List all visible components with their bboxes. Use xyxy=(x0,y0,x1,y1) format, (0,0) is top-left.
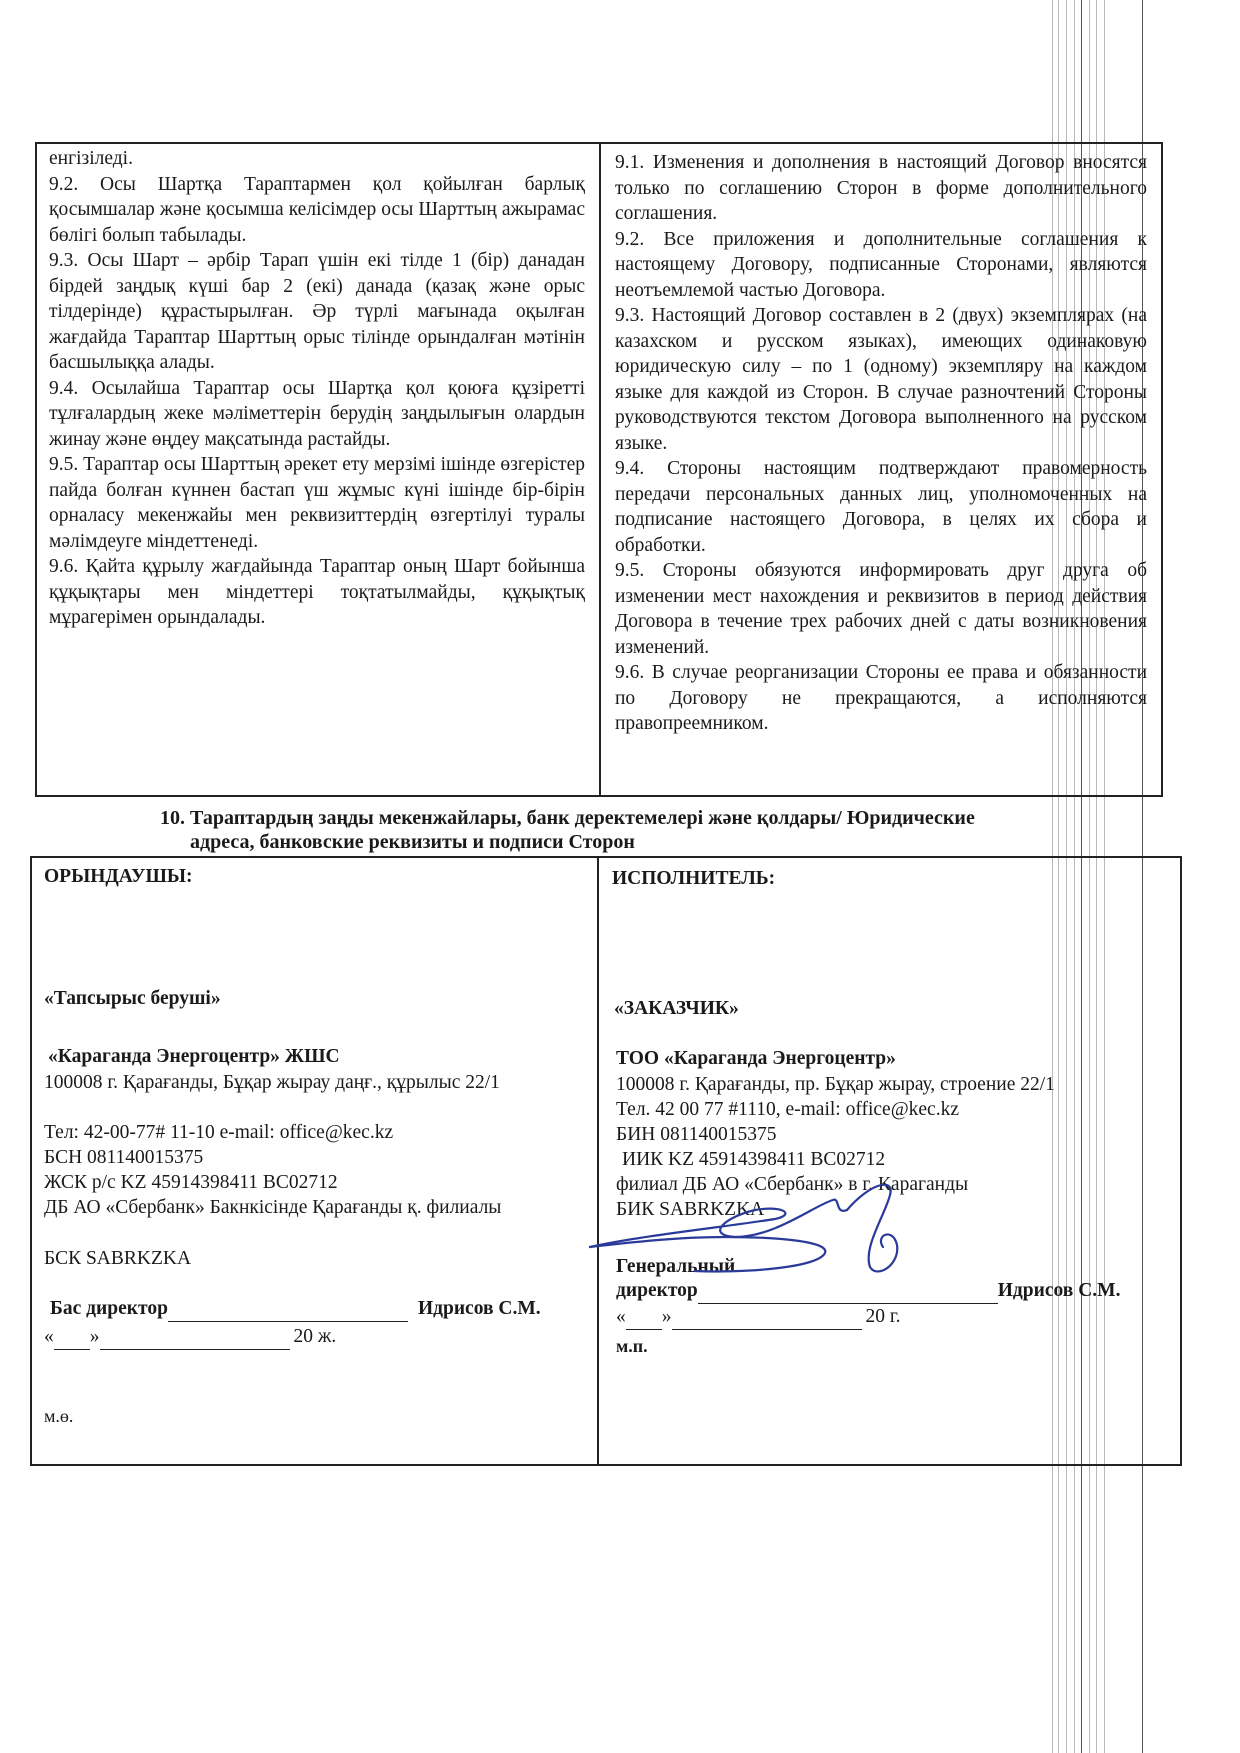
right-role: ИСПОЛНИТЕЛЬ: xyxy=(612,868,776,889)
clause-kz-9-2: 9.2. Осы Шартқа Тараптармен қол қойылған барлық қосымшалар және қосымша келісімдер осы Шарттың ажырамас бөлігі болып табылады. xyxy=(49,173,585,246)
clause-ru-9-6: 9.6. В случае реорганизации Стороны ее права и обязанности по Договору не прекращаются, а исполняются правопреемником. xyxy=(615,662,1147,734)
section-10-heading-line-2: адреса, банковские реквизиты и подписи Сторон xyxy=(190,831,635,853)
section-10-heading xyxy=(160,806,1110,854)
clause-ru-9-2: 9.2. Все приложения и дополнительные соглашения к настоящему Договору, подписанные Сторонами, являются неотъемлемой частью Договора. xyxy=(615,228,1147,301)
right-bin: БИН 081140015375 xyxy=(616,1124,777,1145)
right-date-close: » xyxy=(661,1306,672,1327)
left-sign-name: Идрисов С.М. xyxy=(417,1298,541,1319)
clause-ru-9-3: 9.3. Настоящий Договор составлен в 2 (двух) экземплярах (на казахском и русском языках), имеющих одинаковую юридическую силу – по 1 (одному) экземпляру на каждом языке для каждой из Сторон. В случае разночтений Стороны руководствуются текстом Договора выполненного на русском языке. xyxy=(615,305,1147,454)
left-sign-title: Бас директор xyxy=(50,1298,168,1319)
left-company: «Караганда Энергоцентр» ЖШС xyxy=(48,1046,340,1067)
left-stamp: м.ө. xyxy=(44,1406,74,1426)
clause-kz-9-5: 9.5. Тараптар осы Шарттың әрекет ету мерзімі ішінде өзгерістер пайда болған күннен бастап үш жұмыс күні ішінде бір-бірін орналасу мекенжайы мен реквизиттердің өзгертілуі туралы мәлімдеуге міндеттенеді. xyxy=(49,454,585,552)
left-date-open: « xyxy=(44,1326,54,1347)
section-10-heading-line-1: 10. Тараптардың заңды мекенжайлары, банк деректемелері және қолдары/ Юридические xyxy=(160,807,975,829)
section-9-table xyxy=(35,142,1163,797)
right-sign-title-2: директор xyxy=(616,1280,698,1301)
left-date-close: » xyxy=(89,1326,100,1347)
left-date-month-line xyxy=(100,1324,290,1350)
section-10-table xyxy=(30,856,1182,1466)
left-signature-row xyxy=(50,1296,590,1322)
column-divider xyxy=(597,858,599,1464)
right-company: ТОО «Караганда Энергоцентр» xyxy=(616,1048,896,1069)
section-9-kz-column xyxy=(49,146,585,631)
handwritten-signature xyxy=(585,1175,985,1280)
right-party: «ЗАКАЗЧИК» xyxy=(614,998,739,1019)
right-date-year: 20 г. xyxy=(865,1306,901,1327)
right-bik: БИК SABRKZKA xyxy=(616,1199,765,1220)
right-sign-title-1: Генеральный xyxy=(616,1256,736,1277)
left-party: «Тапсырыс беруші» xyxy=(44,988,221,1009)
clause-ru-9-1: 9.1. Изменения и дополнения в настоящий Договор вносятся только по соглашению Сторон в форме дополнительного соглашения. xyxy=(615,152,1147,224)
left-bik: БСК SABRKZKA xyxy=(44,1248,192,1269)
right-signature-line xyxy=(698,1278,998,1304)
right-account: ИИК KZ 45914398411 BC02712 xyxy=(622,1149,886,1170)
right-date-month-line xyxy=(672,1304,862,1330)
clause-ru-9-5: 9.5. Стороны обязуются информировать друг друга об изменении мест нахождения и реквизитов в период действия Договора в течение трех рабочих дней с даты возникновения изменений. xyxy=(615,560,1147,658)
column-divider xyxy=(599,144,601,795)
clause-kz-9-3: 9.3. Осы Шарт – әрбір Тарап үшін екі тілде 1 (бір) данадан бірдей заңдық күші бар 2 (екі) данада (қазақ және орыс тілдерінде) құрастырылған. Әр түрлі мағынада оқылған жағдайда Тараптар Шарттың орыс тілінде орындалған мәтінін басшылыққа алады. xyxy=(49,250,585,373)
left-address: 100008 г. Қарағанды, Бұқар жырау даңғ., құрылыс 22/1 xyxy=(44,1072,500,1093)
right-sign-name: Идрисов С.М. xyxy=(997,1280,1121,1301)
left-signature-line xyxy=(168,1296,408,1322)
clause-kz-9-1-end: енгізіледі. xyxy=(49,148,133,169)
left-account: ЖСК р/с KZ 45914398411 BC02712 xyxy=(44,1172,338,1193)
clause-ru-9-4: 9.4. Стороны настоящим подтверждают правомерность передачи персональных данных лиц, уполномоченных на подписание настоящего Договора, в целях их сбора и обработки. xyxy=(615,458,1147,556)
right-signature-row xyxy=(616,1278,1176,1304)
left-date-row xyxy=(44,1324,584,1350)
right-phone: Тел. 42 00 77 #1110, e-mail: office@kec.kz xyxy=(616,1099,959,1120)
right-date-day-line xyxy=(626,1304,662,1330)
section-9-ru-column xyxy=(615,150,1147,737)
clause-kz-9-4: 9.4. Осылайша Тараптар осы Шартқа қол қоюға құзіретті тұлғалардың жеке мәліметтерін берудің заңдылығын олардын жинау және өңдеу мақсатында растайды. xyxy=(49,377,585,450)
right-date-open: « xyxy=(616,1306,626,1327)
left-bin: БСН 081140015375 xyxy=(44,1147,204,1168)
left-bank: ДБ АО «Сбербанк» Бакнкісінде Қарағанды қ. филиалы xyxy=(44,1197,502,1218)
right-address: 100008 г. Қарағанды, пр. Бұқар жырау, строение 22/1 xyxy=(616,1074,1055,1095)
right-stamp: м.п. xyxy=(616,1336,648,1356)
right-date-row xyxy=(616,1304,1176,1330)
clause-kz-9-6: 9.6. Қайта құрылу жағдайында Тараптар оның Шарт бойынша құқықтары мен міндеттері тоқтатылмайды, құқықтық мұрагерімен орындалады. xyxy=(49,556,585,628)
left-date-year: 20 ж. xyxy=(293,1326,337,1347)
left-phone: Тел: 42-00-77# 11-10 e-mail: office@kec.kz xyxy=(44,1122,394,1143)
left-role: ОРЫНДАУШЫ: xyxy=(44,866,193,887)
left-date-day-line xyxy=(54,1324,90,1350)
right-bank: филиал ДБ АО «Сбербанк» в г. Қараганды xyxy=(616,1174,969,1195)
